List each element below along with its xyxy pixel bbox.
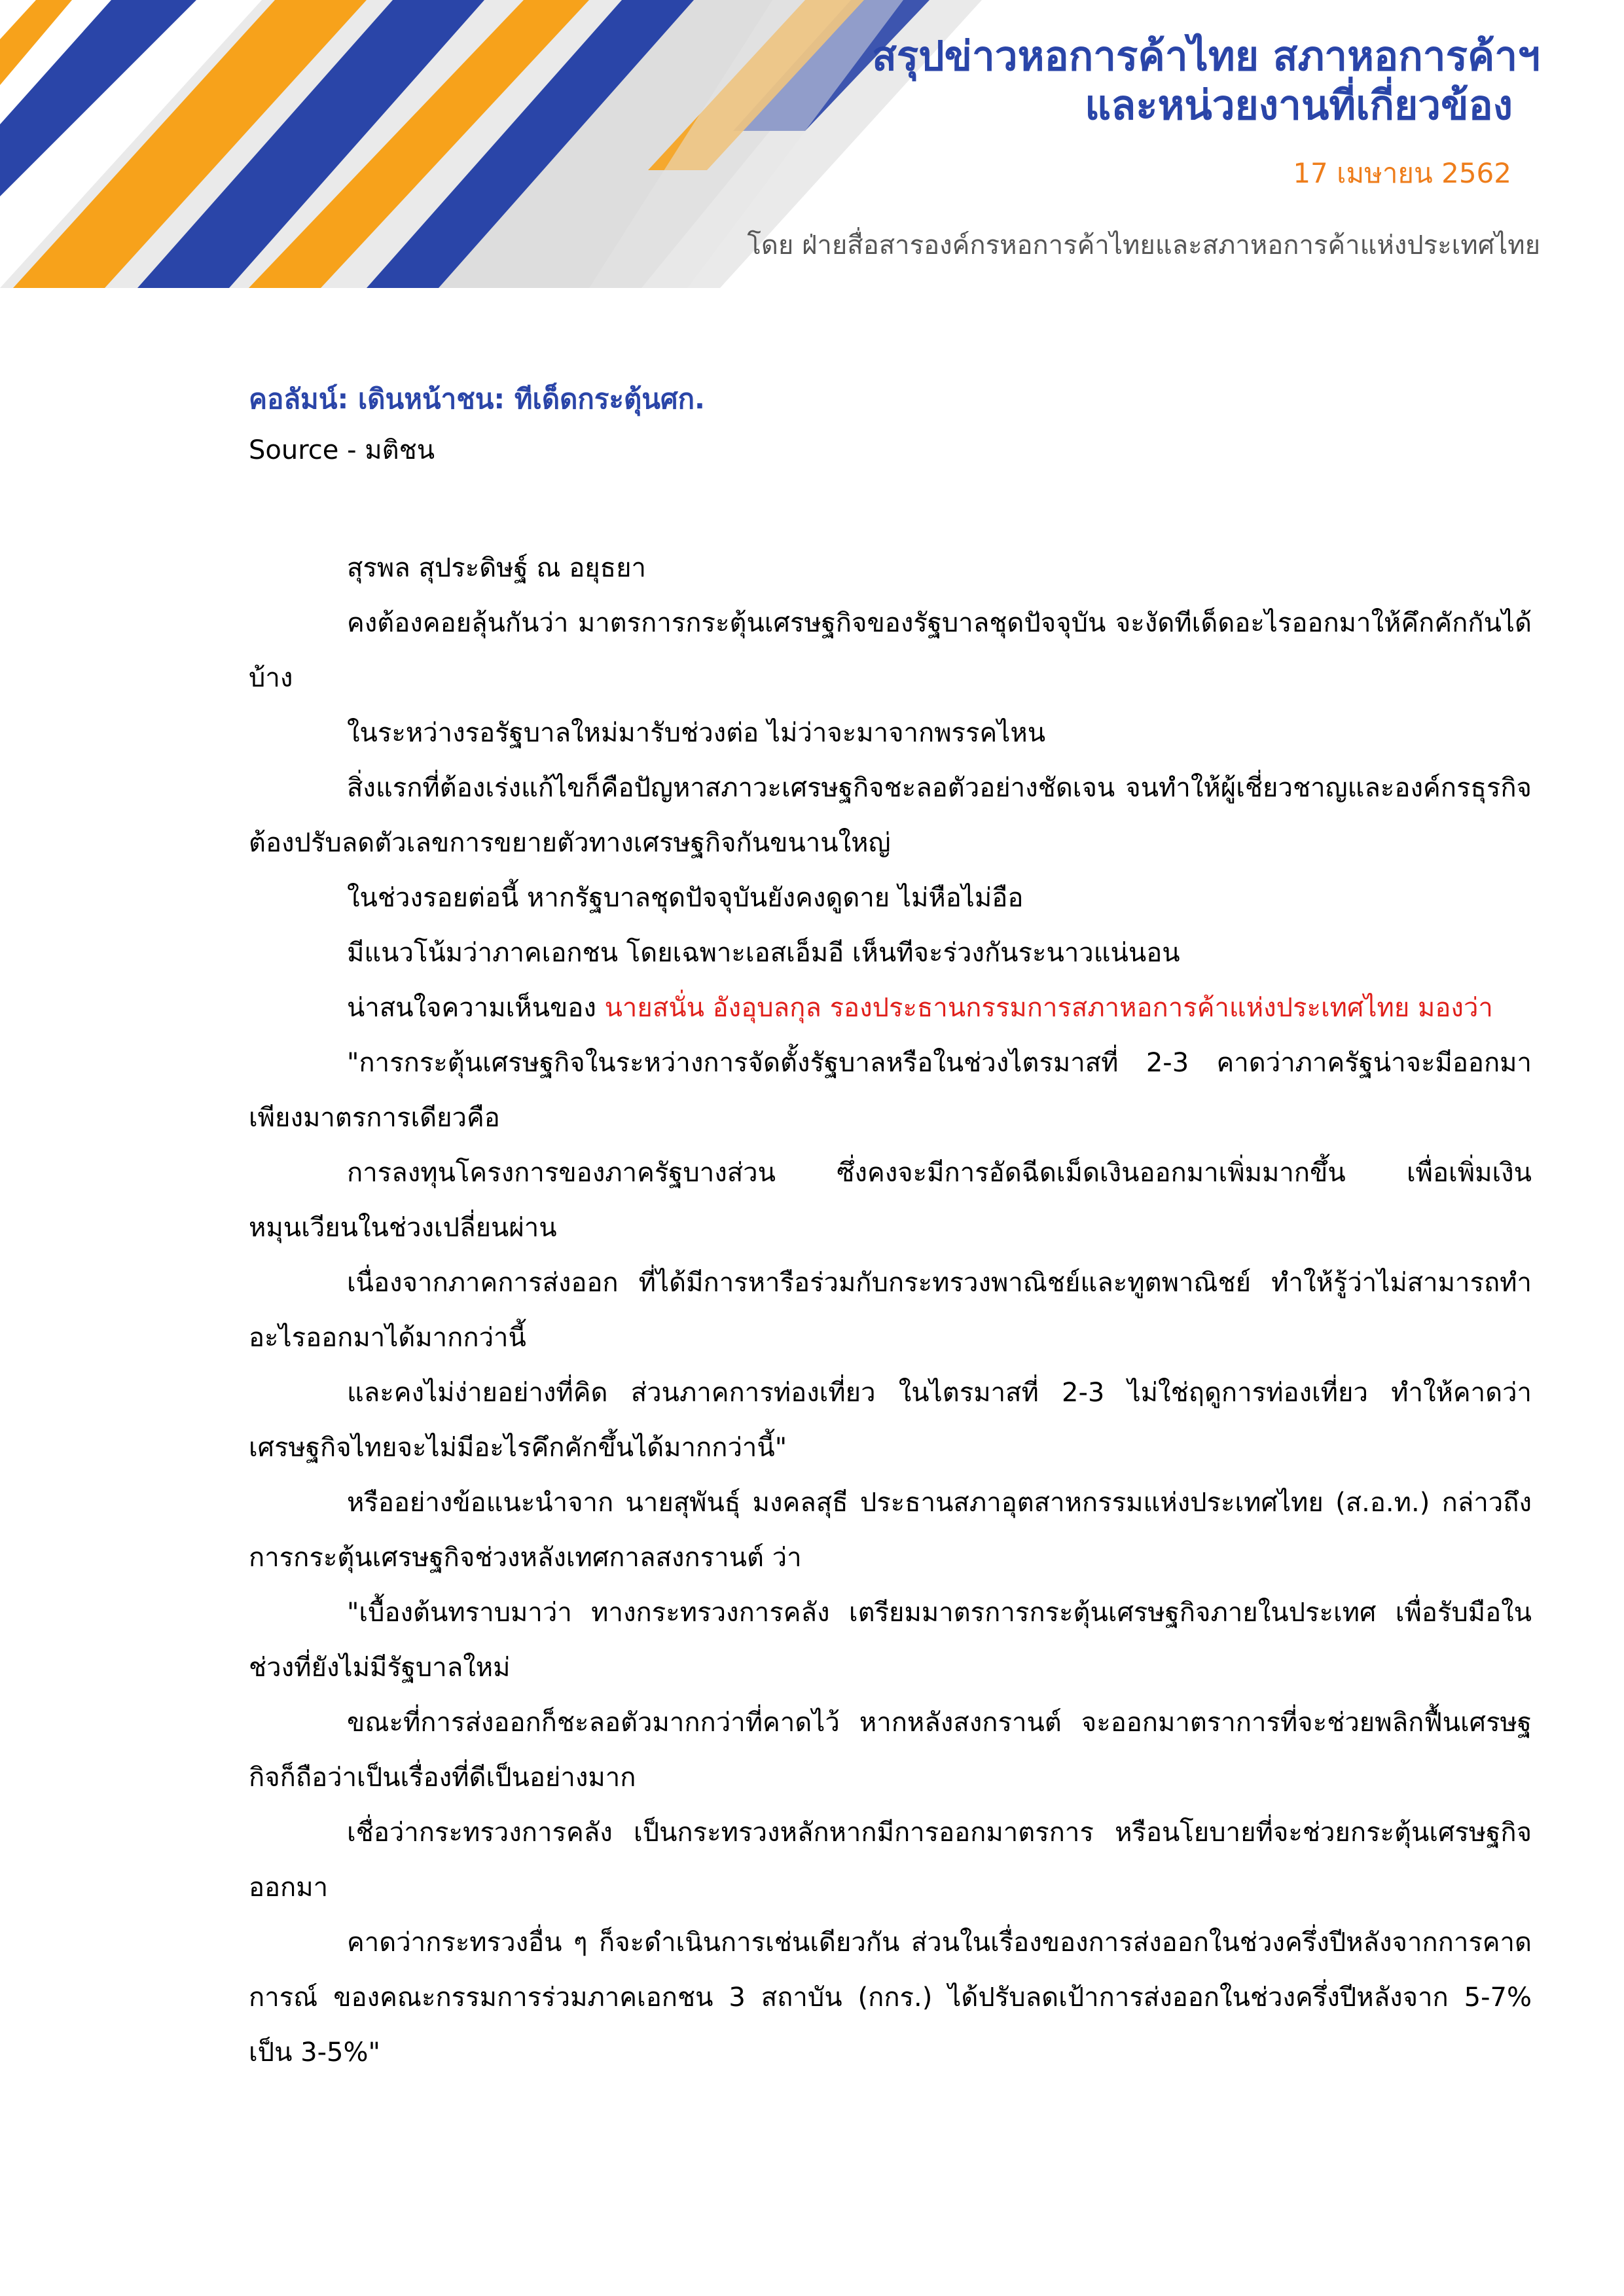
- article-source: Source - มติชน: [249, 435, 435, 465]
- paragraph: "เบื้องต้นทราบมาว่า ทางกระทรวงการคลัง เตรียมมาตรการกระตุ้นเศรษฐกิจภายในประเทศ เพื่อรับมือในช่วงที่ยังไม่มีรัฐบาลใหม่: [249, 1598, 1532, 1683]
- paragraph: สิ่งแรกที่ต้องเร่งแก้ไขก็คือปัญหาสภาวะเศรษฐกิจชะลอตัวอย่างชัดเจน จนทำให้ผู้เชี่ยวชาญและองค์กรธุรกิจต้องปรับลดตัวเลขการขยายตัวทางเศรษฐกิจกันขนานใหญ่: [249, 773, 1532, 858]
- header-byline: โดย ฝ่ายสื่อสารองค์กรหอการค้าไทยและสภาหอการค้าแห่งประเทศไทย: [747, 230, 1540, 260]
- paragraph: ในระหว่างรอรัฐบาลใหม่มารับช่วงต่อ ไม่ว่าจะมาจากพรรคไหน: [347, 718, 1046, 748]
- paragraph: การลงทุนโครงการของภาครัฐบางส่วน ซึ่งคงจะมีการอัดฉีดเม็ดเงินออกมาเพิ่มมากขึ้น เพื่อเพิ่มเงินหมุนเวียนในช่วงเปลี่ยนผ่าน: [249, 1158, 1532, 1243]
- paragraph: คงต้องคอยลุ้นกันว่า มาตรการกระตุ้นเศรษฐกิจของรัฐบาลชุดปัจจุบัน จะงัดทีเด็ดอะไรออกมาให้คึกคักกันได้บ้าง: [249, 608, 1532, 693]
- paragraph: มีแนวโน้มว่าภาคเอกชน โดยเฉพาะเอสเอ็มอี เห็นทีจะร่วงกันระนาวแน่นอน: [347, 938, 1180, 968]
- page-header: [0, 0, 1624, 288]
- paragraph: คาดว่ากระทรวงอื่น ๆ ก็จะดำเนินการเช่นเดียวกัน ส่วนในเรื่องของการส่งออกในช่วงครึ่งปีหลังจากการคาดการณ์ ของคณะกรรมการร่วมภาคเอกชน 3 สถาบัน (กกร.) ได้ปรับลดเป้าการส่งออกในช่วงครึ่งปีหลังจาก 5-7% เป็น 3-5%": [249, 1928, 1532, 2068]
- paragraph: เชื่อว่ากระทรวงการคลัง เป็นกระทรวงหลักหากมีการออกมาตรการ หรือนโยบายที่จะช่วยกระตุ้นเศรษฐกิจออกมา: [249, 1818, 1532, 1903]
- paragraph: ขณะที่การส่งออกก็ชะลอตัวมากกว่าที่คาดไว้ หากหลังสงกรานต์ จะออกมาตราการที่จะช่วยพลิกฟื้นเศรษฐ กิจก็ถือว่าเป็นเรื่องที่ดีเป็นอย่างมาก: [249, 1708, 1532, 1793]
- column-title: คอลัมน์: เดินหน้าชน: ทีเด็ดกระตุ้นศก.: [249, 383, 705, 415]
- header-date: 17 เมษายน 2562: [1293, 157, 1511, 189]
- paragraph: หรืออย่างข้อแนะนำจาก นายสุพันธุ์ มงคลสุธี ประธานสภาอุตสาหกรรมแห่งประเทศไทย (ส.อ.ท.) กล่าวถึงการกระตุ้นเศรษฐกิจช่วงหลังเทศกาลสงกรานต์ ว่า: [249, 1488, 1532, 1573]
- article-paragraphs: [249, 541, 1532, 2080]
- header-title-line2: และหน่วยงานที่เกี่ยวข้อง: [1085, 81, 1513, 129]
- paragraph: ในช่วงรอยต่อนี้ หากรัฐบาลชุดปัจจุบันยังคงดูดาย ไม่หือไม่อือ: [347, 883, 1024, 913]
- header-title-line1: สรุปข่าวหอการค้าไทย สภาหอการค้าฯ: [872, 32, 1540, 80]
- paragraph: และคงไม่ง่ายอย่างที่คิด ส่วนภาคการท่องเที่ยว ในไตรมาสที่ 2-3 ไม่ใช่ฤดูการท่องเที่ยว ทำให้คาดว่าเศรษฐกิจไทยจะไม่มีอะไรคึกคักขึ้นได้มากกว่านี้": [249, 1378, 1532, 1463]
- author-line: สุรพล สุประดิษฐ์ ณ อยุธยา: [347, 553, 646, 583]
- highlighted-speaker: นายสนั่น อังอุบลกุล รองประธานกรรมการสภาหอการค้าแห่งประเทศไทย มองว่า: [604, 993, 1493, 1023]
- paragraph: เนื่องจากภาคการส่งออก ที่ได้มีการหารือร่วมกับกระทรวงพาณิชย์และทูตพาณิชย์ ทำให้รู้ว่าไม่สามารถทำอะไรออกมาได้มากกว่านี้: [249, 1268, 1532, 1353]
- paragraph: "การกระตุ้นเศรษฐกิจในระหว่างการจัดตั้งรัฐบาลหรือในช่วงไตรมาสที่ 2-3 คาดว่าภาครัฐน่าจะมีออกมาเพียงมาตรการเดียวคือ: [249, 1048, 1532, 1133]
- article-body: [249, 380, 1532, 2080]
- paragraph-lead-text: น่าสนใจความเห็นของ: [347, 993, 605, 1023]
- paragraph-with-highlight: [249, 980, 1532, 1035]
